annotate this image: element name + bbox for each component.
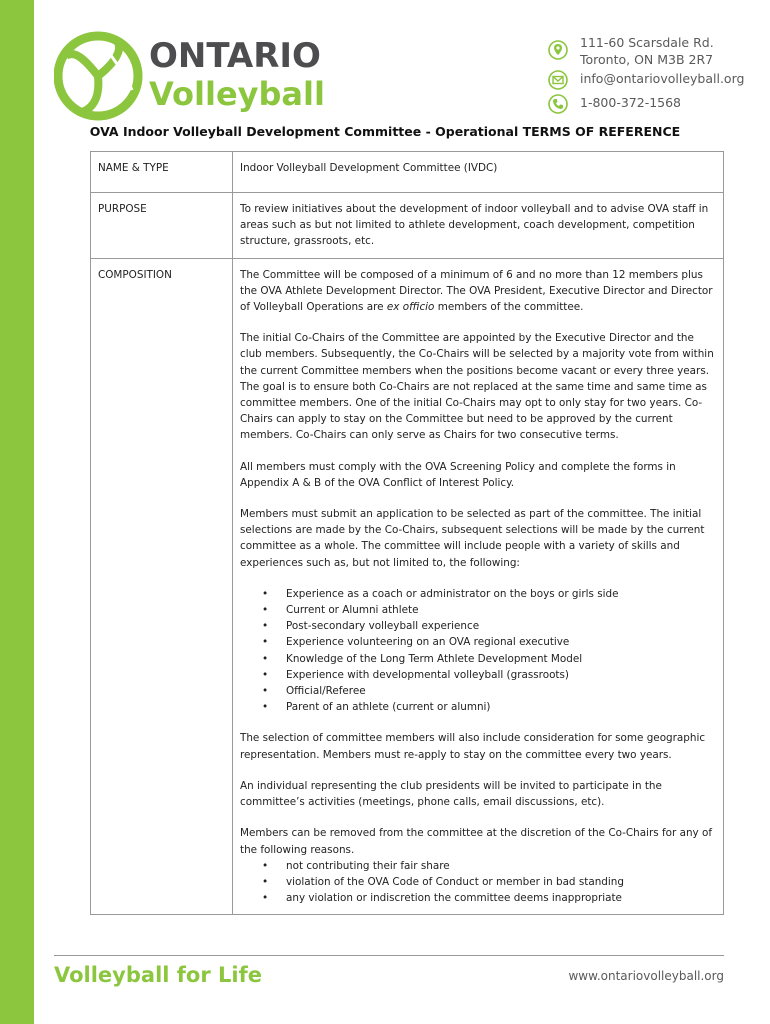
document-title: OVA Indoor Volleyball Development Committee - Operational TERMS OF REFERENCE	[89, 124, 681, 139]
email-link[interactable]: info@ontariovolleyball.org	[580, 71, 745, 86]
composition-paragraph-3: All members must comply with the OVA Screening Policy and complete the forms in Appendix A & B of the OVA Conflict of Interest Policy.	[240, 460, 676, 489]
ontario-volleyball-logo	[54, 28, 325, 124]
volleyball-logo-icon	[54, 28, 144, 124]
table-row-name-type	[91, 152, 724, 193]
footer-website-link[interactable]: www.ontariovolleyball.org	[568, 969, 724, 983]
table-row-purpose	[91, 193, 724, 259]
row-label: NAME & TYPE	[91, 152, 233, 193]
table-row-composition	[91, 258, 724, 915]
brand-name-line1: ONTARIO	[149, 36, 321, 76]
list-item: • any violation or indiscretion the committee deems inappropriate	[240, 890, 717, 906]
envelope-icon	[548, 70, 568, 90]
composition-paragraph-4: Members must submit an application to be selected as part of the committee. The initial selections are made by the Co-Chairs, subsequent selections will be made by the current committee as a whole. The committee will include people with a variety of skills and experiences such as, but not limited to, the following:	[240, 508, 705, 569]
list-item: • Official/Referee	[240, 683, 717, 699]
list-item: • Experience volunteering on an OVA regional executive	[240, 634, 717, 650]
composition-paragraph-1: The Committee will be composed of a minimum of 6 and no more than 12 members plus the OVA Athlete Development Director. The OVA President, Executive Director and Director of Volleyball Operations are ex officio members of the committee.	[240, 268, 713, 314]
list-item: • Experience with developmental volleyball (grassroots)	[240, 667, 717, 683]
composition-paragraph-5: The selection of committee members will also include consideration for some geographic representation. Members must re-apply to stay on the committee every two years.	[240, 732, 706, 761]
list-item: • violation of the OVA Code of Conduct or member in bad standing	[240, 874, 717, 890]
address-line2: Toronto, ON M3B 2R7	[580, 52, 714, 67]
brand-name-line2: Volleyball	[149, 75, 325, 113]
experience-list	[240, 586, 717, 716]
list-item: • Parent of an athlete (current or alumni)	[240, 699, 717, 715]
list-item: • Post-secondary volleyball experience	[240, 618, 717, 634]
list-item: • Current or Alumni athlete	[240, 602, 717, 618]
phone-number[interactable]: 1-800-372-1568	[580, 95, 682, 110]
list-item: • Experience as a coach or administrator on the boys or girls side	[240, 586, 717, 602]
composition-paragraph-2: The initial Co-Chairs of the Committee are appointed by the Executive Director and the club members. Subsequently, the Co-Chairs will be selected by a majority vote from within the current Committee members when the positions become vacant or every three years. The goal is to ensure both Co-Chairs are not replaced at the same time and same time as committee members. One of the initial Co-Chairs may opt to only stay for two years. Co-Chairs can apply to stay on the Committee but need to be approved by the current members. Co-Chairs can only serve as Chairs for two consecutive terms.	[240, 332, 714, 442]
list-item: • Knowledge of the Long Term Athlete Development Model	[240, 651, 717, 667]
ex-officio-term: ex officio	[386, 301, 435, 314]
footer-tagline: Volleyball for Life	[54, 963, 262, 987]
address-line1: 111-60 Scarsdale Rd.	[580, 35, 714, 50]
row-label: COMPOSITION	[91, 258, 233, 915]
footer-divider	[54, 955, 724, 956]
row-value	[233, 258, 724, 915]
phone-icon	[548, 94, 568, 114]
row-value: Indoor Volleyball Development Committee (IVDC)	[233, 152, 724, 193]
removal-reasons-list	[240, 858, 717, 907]
location-pin-icon	[548, 40, 568, 60]
composition-paragraph-6: An individual representing the club presidents will be invited to participate in the committee’s activities (meetings, phone calls, email discussions, etc).	[240, 779, 662, 809]
left-accent-bar	[0, 0, 34, 1024]
composition-paragraph-7: Members can be removed from the committee at the discretion of the Co-Chairs for any of the following reasons.	[240, 827, 713, 856]
terms-of-reference-table	[90, 151, 724, 915]
row-value: To review initiatives about the development of indoor volleyball and to advise OVA staff in areas such as but not limited to athlete development, coach development, competition structure, grassroots, etc.	[233, 193, 724, 259]
row-label: PURPOSE	[91, 193, 233, 259]
list-item: • not contributing their fair share	[240, 858, 717, 874]
